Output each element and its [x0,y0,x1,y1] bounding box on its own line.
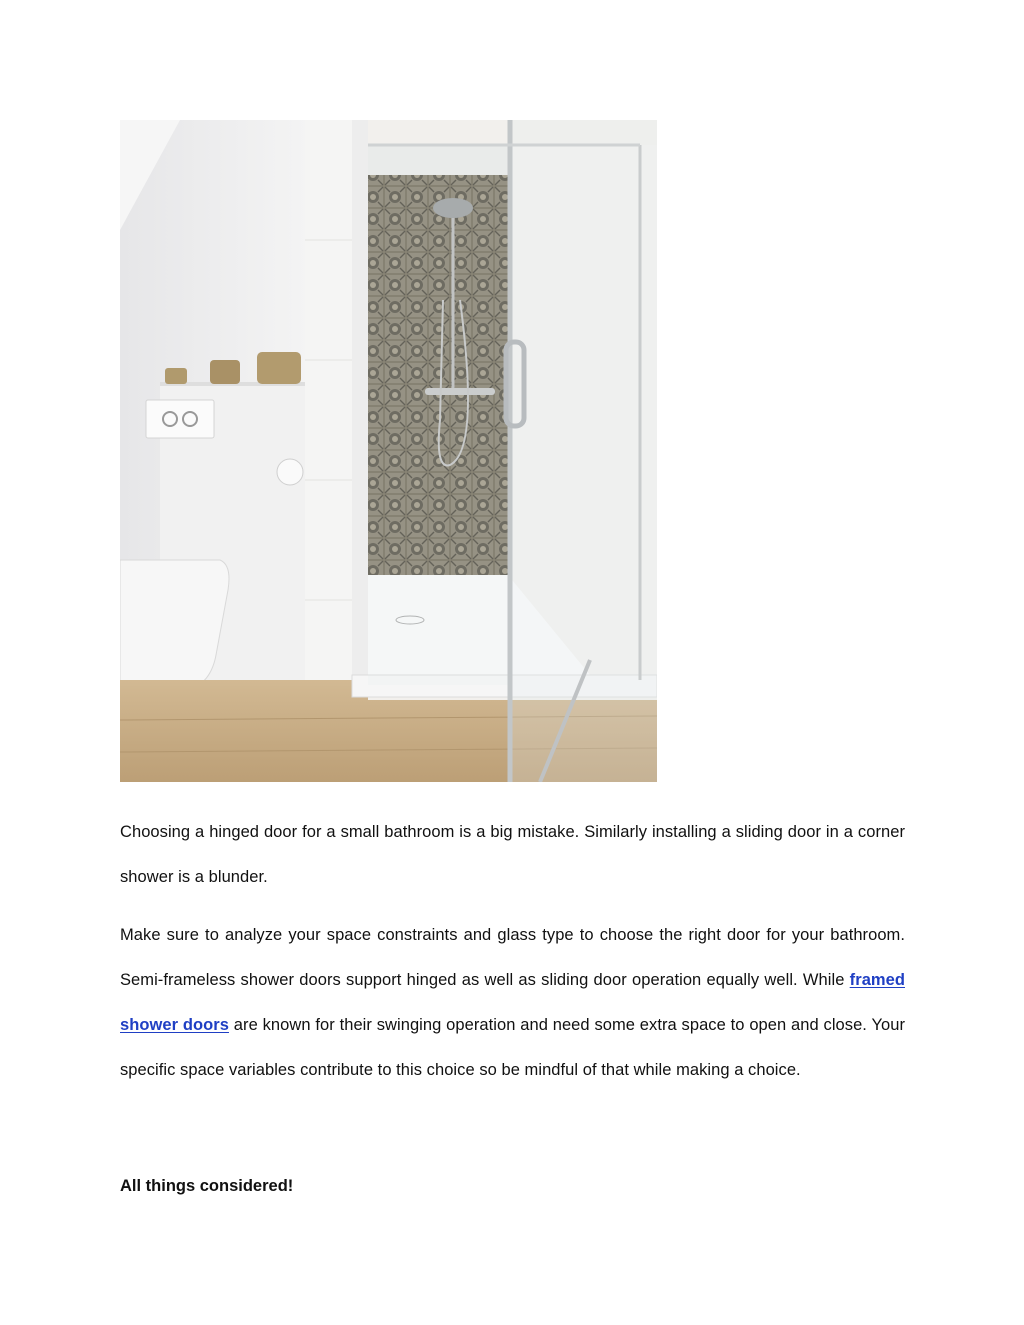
paragraph-line: Choosing a hinged door for a small bathroom is a big mistake. Similarly installing a sliding door in a corner [120,823,905,841]
section-heading: All things considered! [120,1177,294,1195]
paragraph-line [120,1003,905,1048]
paragraph-text: Semi-frameless shower doors support hinged as well as sliding door operation equally well. While [120,971,845,989]
paragraph-line [120,958,905,1003]
paragraph-space-analysis [120,913,905,1093]
paragraph-text: are known for their swinging operation and need some extra space to open and close. Your [233,1016,905,1034]
bathroom-shower-photo [120,120,657,782]
paragraph-line: specific space variables contribute to this choice so be mindful of that while making a choice. [120,1061,801,1079]
paragraph-line: Make sure to analyze your space constraints and glass type to choose the right door for your bathroom. [120,926,905,944]
framed-shower-doors-link[interactable]: framed [849,971,905,989]
paragraph-door-choice [120,810,905,900]
framed-shower-doors-link-continued[interactable]: shower doors [120,1016,229,1034]
paragraph-line: shower is a blunder. [120,868,268,886]
